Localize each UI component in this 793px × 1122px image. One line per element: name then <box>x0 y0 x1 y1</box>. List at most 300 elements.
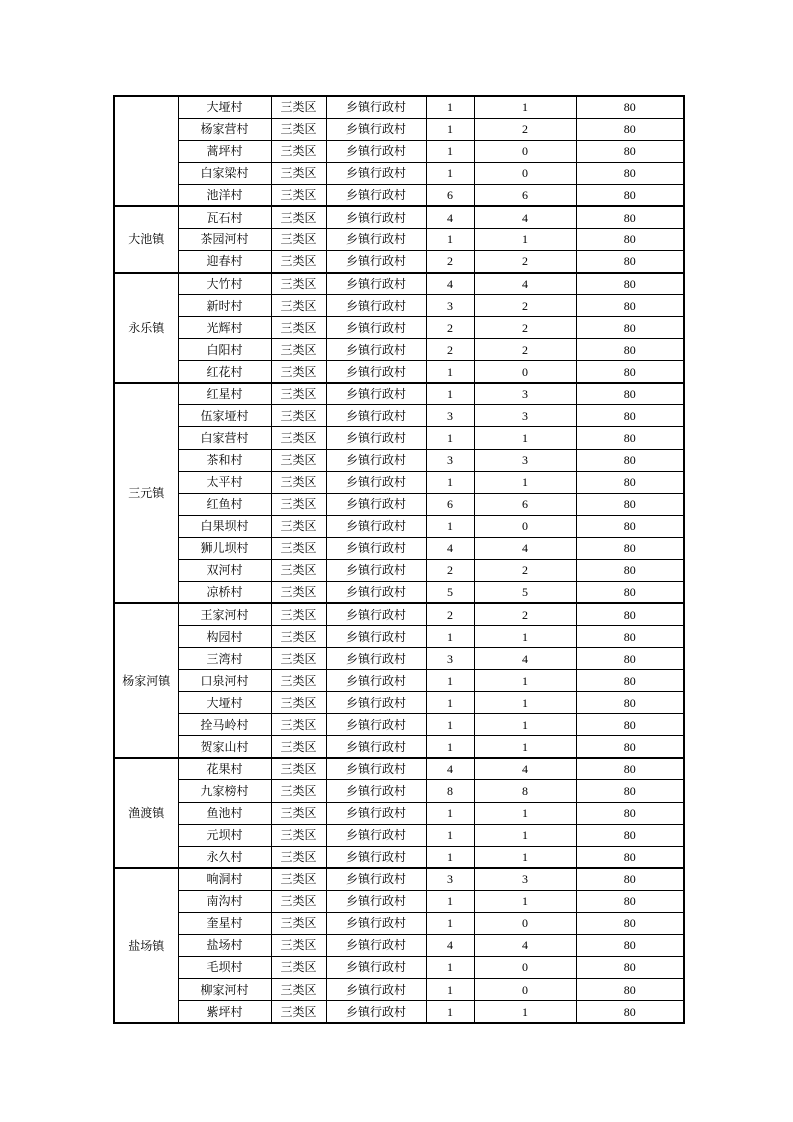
count-a-cell: 1 <box>426 140 474 162</box>
count-a-cell: 1 <box>426 118 474 140</box>
category-cell: 三类区 <box>271 228 326 250</box>
village-cell: 大垭村 <box>178 692 271 714</box>
type-cell: 乡镇行政村 <box>326 758 426 780</box>
type-cell: 乡镇行政村 <box>326 736 426 758</box>
village-cell: 南沟村 <box>178 890 271 912</box>
category-cell: 三类区 <box>271 1001 326 1023</box>
town-cell: 大池镇 <box>114 206 178 272</box>
category-cell: 三类区 <box>271 250 326 272</box>
count-a-cell: 1 <box>426 802 474 824</box>
standard-cell: 80 <box>576 934 684 956</box>
count-b-cell: 6 <box>474 493 576 515</box>
standard-cell: 80 <box>576 515 684 537</box>
count-b-cell: 2 <box>474 295 576 317</box>
count-a-cell: 2 <box>426 250 474 272</box>
table-row <box>114 184 684 206</box>
type-cell: 乡镇行政村 <box>326 956 426 978</box>
count-a-cell: 1 <box>426 824 474 846</box>
table-row <box>114 670 684 692</box>
type-cell: 乡镇行政村 <box>326 559 426 581</box>
village-cell: 大竹村 <box>178 273 271 295</box>
type-cell: 乡镇行政村 <box>326 273 426 295</box>
table-row <box>114 626 684 648</box>
count-a-cell: 1 <box>426 670 474 692</box>
type-cell: 乡镇行政村 <box>326 670 426 692</box>
type-cell: 乡镇行政村 <box>326 361 426 383</box>
count-a-cell: 1 <box>426 912 474 934</box>
count-b-cell: 2 <box>474 339 576 361</box>
village-cell: 白家营村 <box>178 427 271 449</box>
village-cell: 响洞村 <box>178 868 271 890</box>
village-cell: 茶和村 <box>178 449 271 471</box>
type-cell: 乡镇行政村 <box>326 802 426 824</box>
count-a-cell: 2 <box>426 559 474 581</box>
village-cell: 白果坝村 <box>178 515 271 537</box>
category-cell: 三类区 <box>271 449 326 471</box>
count-b-cell: 0 <box>474 515 576 537</box>
type-cell: 乡镇行政村 <box>326 427 426 449</box>
type-cell: 乡镇行政村 <box>326 824 426 846</box>
standard-cell: 80 <box>576 449 684 471</box>
count-b-cell: 0 <box>474 361 576 383</box>
standard-cell: 80 <box>576 626 684 648</box>
type-cell: 乡镇行政村 <box>326 537 426 559</box>
count-b-cell: 6 <box>474 184 576 206</box>
type-cell: 乡镇行政村 <box>326 714 426 736</box>
category-cell: 三类区 <box>271 471 326 493</box>
village-cell: 白阳村 <box>178 339 271 361</box>
table-row <box>114 449 684 471</box>
count-b-cell: 4 <box>474 758 576 780</box>
type-cell: 乡镇行政村 <box>326 890 426 912</box>
standard-cell: 80 <box>576 648 684 670</box>
count-a-cell: 1 <box>426 846 474 868</box>
count-a-cell: 4 <box>426 934 474 956</box>
village-cell: 茶园河村 <box>178 228 271 250</box>
village-cell: 迎春村 <box>178 250 271 272</box>
count-b-cell: 1 <box>474 626 576 648</box>
town-cell: 渔渡镇 <box>114 758 178 868</box>
count-a-cell: 1 <box>426 692 474 714</box>
count-b-cell: 1 <box>474 890 576 912</box>
village-cell: 口泉河村 <box>178 670 271 692</box>
table-row <box>114 250 684 272</box>
village-cell: 太平村 <box>178 471 271 493</box>
table-row <box>114 758 684 780</box>
count-a-cell: 1 <box>426 626 474 648</box>
village-cell: 白家梁村 <box>178 162 271 184</box>
count-a-cell: 4 <box>426 537 474 559</box>
table-row <box>114 493 684 515</box>
count-a-cell: 3 <box>426 295 474 317</box>
village-cell: 奎星村 <box>178 912 271 934</box>
count-a-cell: 1 <box>426 96 474 118</box>
category-cell: 三类区 <box>271 648 326 670</box>
category-cell: 三类区 <box>271 295 326 317</box>
village-cell: 红花村 <box>178 361 271 383</box>
count-b-cell: 0 <box>474 162 576 184</box>
count-b-cell: 3 <box>474 868 576 890</box>
table-row <box>114 206 684 228</box>
category-cell: 三类区 <box>271 118 326 140</box>
standard-cell: 80 <box>576 537 684 559</box>
type-cell: 乡镇行政村 <box>326 648 426 670</box>
category-cell: 三类区 <box>271 339 326 361</box>
standard-cell: 80 <box>576 184 684 206</box>
standard-cell: 80 <box>576 890 684 912</box>
count-b-cell: 1 <box>474 802 576 824</box>
table-row <box>114 162 684 184</box>
table-row <box>114 559 684 581</box>
category-cell: 三类区 <box>271 405 326 427</box>
table-row <box>114 934 684 956</box>
table-row <box>114 736 684 758</box>
count-b-cell: 2 <box>474 559 576 581</box>
count-a-cell: 2 <box>426 339 474 361</box>
standard-cell: 80 <box>576 228 684 250</box>
type-cell: 乡镇行政村 <box>326 383 426 405</box>
standard-cell: 80 <box>576 846 684 868</box>
category-cell: 三类区 <box>271 559 326 581</box>
count-a-cell: 3 <box>426 868 474 890</box>
type-cell: 乡镇行政村 <box>326 581 426 603</box>
table-row <box>114 648 684 670</box>
count-a-cell: 1 <box>426 515 474 537</box>
table-row <box>114 1001 684 1023</box>
count-b-cell: 5 <box>474 581 576 603</box>
standard-cell: 80 <box>576 780 684 802</box>
standard-cell: 80 <box>576 206 684 228</box>
count-b-cell: 2 <box>474 118 576 140</box>
count-a-cell: 2 <box>426 603 474 625</box>
category-cell: 三类区 <box>271 537 326 559</box>
table-row <box>114 824 684 846</box>
count-b-cell: 1 <box>474 846 576 868</box>
table-row <box>114 228 684 250</box>
table-row <box>114 780 684 802</box>
count-b-cell: 2 <box>474 603 576 625</box>
village-cell: 凉桥村 <box>178 581 271 603</box>
category-cell: 三类区 <box>271 670 326 692</box>
standard-cell: 80 <box>576 427 684 449</box>
category-cell: 三类区 <box>271 692 326 714</box>
table-row <box>114 427 684 449</box>
village-cell: 花果村 <box>178 758 271 780</box>
category-cell: 三类区 <box>271 780 326 802</box>
town-cell <box>114 96 178 206</box>
table-row <box>114 339 684 361</box>
count-b-cell: 1 <box>474 736 576 758</box>
count-a-cell: 4 <box>426 758 474 780</box>
village-cell: 九家榜村 <box>178 780 271 802</box>
count-b-cell: 0 <box>474 956 576 978</box>
table-row <box>114 118 684 140</box>
table-row <box>114 471 684 493</box>
standard-cell: 80 <box>576 670 684 692</box>
standard-cell: 80 <box>576 1001 684 1023</box>
standard-cell: 80 <box>576 758 684 780</box>
standard-cell: 80 <box>576 581 684 603</box>
category-cell: 三类区 <box>271 846 326 868</box>
table-row <box>114 361 684 383</box>
count-b-cell: 4 <box>474 648 576 670</box>
type-cell: 乡镇行政村 <box>326 626 426 648</box>
table-row <box>114 273 684 295</box>
category-cell: 三类区 <box>271 934 326 956</box>
village-cell: 狮儿坝村 <box>178 537 271 559</box>
type-cell: 乡镇行政村 <box>326 184 426 206</box>
village-cell: 池洋村 <box>178 184 271 206</box>
count-a-cell: 1 <box>426 979 474 1001</box>
count-b-cell: 1 <box>474 670 576 692</box>
village-cell: 新时村 <box>178 295 271 317</box>
category-cell: 三类区 <box>271 890 326 912</box>
standard-cell: 80 <box>576 736 684 758</box>
count-a-cell: 1 <box>426 890 474 912</box>
count-b-cell: 1 <box>474 96 576 118</box>
type-cell: 乡镇行政村 <box>326 934 426 956</box>
category-cell: 三类区 <box>271 383 326 405</box>
town-cell: 永乐镇 <box>114 273 178 383</box>
count-b-cell: 1 <box>474 471 576 493</box>
village-cell: 双河村 <box>178 559 271 581</box>
village-cell: 王家河村 <box>178 603 271 625</box>
village-cell: 柳家河村 <box>178 979 271 1001</box>
count-b-cell: 0 <box>474 140 576 162</box>
standard-cell: 80 <box>576 162 684 184</box>
table-row <box>114 890 684 912</box>
category-cell: 三类区 <box>271 317 326 339</box>
village-cell: 盐场村 <box>178 934 271 956</box>
category-cell: 三类区 <box>271 273 326 295</box>
standard-cell: 80 <box>576 868 684 890</box>
count-a-cell: 6 <box>426 493 474 515</box>
type-cell: 乡镇行政村 <box>326 603 426 625</box>
table-row <box>114 846 684 868</box>
category-cell: 三类区 <box>271 979 326 1001</box>
village-cell: 红鱼村 <box>178 493 271 515</box>
count-a-cell: 4 <box>426 273 474 295</box>
type-cell: 乡镇行政村 <box>326 868 426 890</box>
category-cell: 三类区 <box>271 162 326 184</box>
count-a-cell: 3 <box>426 648 474 670</box>
standard-cell: 80 <box>576 295 684 317</box>
standard-cell: 80 <box>576 493 684 515</box>
type-cell: 乡镇行政村 <box>326 1001 426 1023</box>
standard-cell: 80 <box>576 118 684 140</box>
table-row <box>114 714 684 736</box>
type-cell: 乡镇行政村 <box>326 471 426 493</box>
count-a-cell: 5 <box>426 581 474 603</box>
table-row <box>114 537 684 559</box>
standard-cell: 80 <box>576 912 684 934</box>
category-cell: 三类区 <box>271 184 326 206</box>
village-cell: 鱼池村 <box>178 802 271 824</box>
count-b-cell: 1 <box>474 228 576 250</box>
type-cell: 乡镇行政村 <box>326 912 426 934</box>
village-cell: 元坝村 <box>178 824 271 846</box>
type-cell: 乡镇行政村 <box>326 515 426 537</box>
village-cell: 蒿坪村 <box>178 140 271 162</box>
category-cell: 三类区 <box>271 140 326 162</box>
table-row <box>114 405 684 427</box>
village-cell: 构园村 <box>178 626 271 648</box>
category-cell: 三类区 <box>271 912 326 934</box>
table-row <box>114 515 684 537</box>
category-cell: 三类区 <box>271 802 326 824</box>
category-cell: 三类区 <box>271 868 326 890</box>
standard-cell: 80 <box>576 956 684 978</box>
table-row <box>114 96 684 118</box>
count-b-cell: 2 <box>474 317 576 339</box>
standard-cell: 80 <box>576 96 684 118</box>
count-b-cell: 4 <box>474 273 576 295</box>
standard-cell: 80 <box>576 559 684 581</box>
count-b-cell: 1 <box>474 692 576 714</box>
count-b-cell: 3 <box>474 405 576 427</box>
type-cell: 乡镇行政村 <box>326 250 426 272</box>
standard-cell: 80 <box>576 339 684 361</box>
count-b-cell: 1 <box>474 427 576 449</box>
type-cell: 乡镇行政村 <box>326 317 426 339</box>
count-a-cell: 1 <box>426 427 474 449</box>
type-cell: 乡镇行政村 <box>326 96 426 118</box>
count-a-cell: 1 <box>426 1001 474 1023</box>
count-a-cell: 2 <box>426 317 474 339</box>
category-cell: 三类区 <box>271 714 326 736</box>
town-cell: 三元镇 <box>114 383 178 604</box>
category-cell: 三类区 <box>271 493 326 515</box>
type-cell: 乡镇行政村 <box>326 206 426 228</box>
count-b-cell: 3 <box>474 449 576 471</box>
standard-cell: 80 <box>576 405 684 427</box>
table-row <box>114 383 684 405</box>
count-b-cell: 3 <box>474 383 576 405</box>
count-a-cell: 1 <box>426 471 474 493</box>
count-a-cell: 1 <box>426 361 474 383</box>
category-cell: 三类区 <box>271 515 326 537</box>
table-row <box>114 317 684 339</box>
village-cell: 紫坪村 <box>178 1001 271 1023</box>
count-b-cell: 1 <box>474 824 576 846</box>
village-cell: 毛坝村 <box>178 956 271 978</box>
count-a-cell: 1 <box>426 383 474 405</box>
type-cell: 乡镇行政村 <box>326 162 426 184</box>
count-a-cell: 4 <box>426 206 474 228</box>
count-b-cell: 4 <box>474 537 576 559</box>
category-cell: 三类区 <box>271 824 326 846</box>
type-cell: 乡镇行政村 <box>326 780 426 802</box>
standard-cell: 80 <box>576 824 684 846</box>
village-cell: 大垭村 <box>178 96 271 118</box>
standard-cell: 80 <box>576 140 684 162</box>
village-cell: 三湾村 <box>178 648 271 670</box>
type-cell: 乡镇行政村 <box>326 118 426 140</box>
table-row <box>114 295 684 317</box>
type-cell: 乡镇行政村 <box>326 228 426 250</box>
village-table-body <box>114 96 684 1023</box>
table-row <box>114 581 684 603</box>
category-cell: 三类区 <box>271 736 326 758</box>
type-cell: 乡镇行政村 <box>326 846 426 868</box>
count-b-cell: 8 <box>474 780 576 802</box>
count-b-cell: 4 <box>474 206 576 228</box>
count-a-cell: 1 <box>426 228 474 250</box>
town-cell: 盐场镇 <box>114 868 178 1023</box>
count-b-cell: 4 <box>474 934 576 956</box>
table-row <box>114 802 684 824</box>
count-a-cell: 3 <box>426 449 474 471</box>
standard-cell: 80 <box>576 979 684 1001</box>
standard-cell: 80 <box>576 603 684 625</box>
village-cell: 永久村 <box>178 846 271 868</box>
count-b-cell: 0 <box>474 912 576 934</box>
count-b-cell: 2 <box>474 250 576 272</box>
count-a-cell: 1 <box>426 736 474 758</box>
standard-cell: 80 <box>576 250 684 272</box>
standard-cell: 80 <box>576 273 684 295</box>
standard-cell: 80 <box>576 714 684 736</box>
type-cell: 乡镇行政村 <box>326 140 426 162</box>
count-a-cell: 6 <box>426 184 474 206</box>
count-a-cell: 1 <box>426 162 474 184</box>
count-a-cell: 1 <box>426 956 474 978</box>
type-cell: 乡镇行政村 <box>326 979 426 1001</box>
category-cell: 三类区 <box>271 581 326 603</box>
category-cell: 三类区 <box>271 96 326 118</box>
standard-cell: 80 <box>576 802 684 824</box>
type-cell: 乡镇行政村 <box>326 339 426 361</box>
standard-cell: 80 <box>576 692 684 714</box>
category-cell: 三类区 <box>271 361 326 383</box>
type-cell: 乡镇行政村 <box>326 405 426 427</box>
type-cell: 乡镇行政村 <box>326 493 426 515</box>
count-a-cell: 1 <box>426 714 474 736</box>
village-table <box>113 95 685 1024</box>
standard-cell: 80 <box>576 361 684 383</box>
count-b-cell: 0 <box>474 979 576 1001</box>
village-cell: 贺家山村 <box>178 736 271 758</box>
town-cell: 杨家河镇 <box>114 603 178 757</box>
table-row <box>114 912 684 934</box>
table-row <box>114 140 684 162</box>
village-cell: 光辉村 <box>178 317 271 339</box>
count-a-cell: 8 <box>426 780 474 802</box>
table-row <box>114 603 684 625</box>
village-cell: 杨家营村 <box>178 118 271 140</box>
standard-cell: 80 <box>576 471 684 493</box>
category-cell: 三类区 <box>271 956 326 978</box>
village-cell: 拴马岭村 <box>178 714 271 736</box>
type-cell: 乡镇行政村 <box>326 295 426 317</box>
village-cell: 红星村 <box>178 383 271 405</box>
category-cell: 三类区 <box>271 603 326 625</box>
category-cell: 三类区 <box>271 427 326 449</box>
count-b-cell: 1 <box>474 1001 576 1023</box>
count-a-cell: 3 <box>426 405 474 427</box>
type-cell: 乡镇行政村 <box>326 692 426 714</box>
standard-cell: 80 <box>576 383 684 405</box>
standard-cell: 80 <box>576 317 684 339</box>
village-cell: 瓦石村 <box>178 206 271 228</box>
table-row <box>114 868 684 890</box>
table-row <box>114 979 684 1001</box>
table-row <box>114 956 684 978</box>
table-row <box>114 692 684 714</box>
category-cell: 三类区 <box>271 758 326 780</box>
village-cell: 伍家垭村 <box>178 405 271 427</box>
category-cell: 三类区 <box>271 626 326 648</box>
